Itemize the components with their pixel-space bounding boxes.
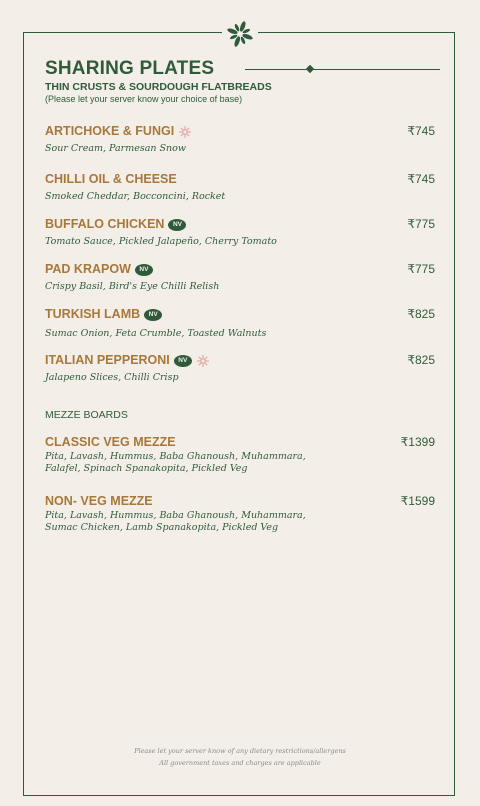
item-price: ₹825	[407, 353, 435, 367]
item-price: ₹775	[407, 217, 435, 231]
nv-badge: NV	[135, 264, 153, 276]
menu-item	[45, 353, 440, 384]
menu-item	[45, 124, 440, 155]
menu-item	[45, 494, 440, 534]
item-description: Pita, Lavash, Hummus, Baba Ghanoush, Muhammara, Sumac Chicken, Lamb Spanakopita, Pickled Veg	[45, 510, 306, 533]
footer-allergen-note: Please let your server know of any dietary restrictions/allergens	[134, 747, 346, 755]
section-title-mezze: MEZZE BOARDS	[45, 409, 128, 421]
item-name: ITALIAN PEPPERONI	[45, 353, 170, 367]
item-description: Sour Cream, Parmesan Snow	[45, 143, 187, 154]
item-description: Crispy Basil, Bird's Eye Chilli Relish	[45, 281, 220, 292]
menu-item	[45, 307, 440, 340]
item-price: ₹745	[407, 172, 435, 186]
item-name: CLASSIC VEG MEZZE	[45, 435, 176, 449]
nv-badge: NV	[168, 219, 186, 231]
veg-flower-icon	[196, 354, 210, 368]
nv-badge: NV	[174, 355, 192, 367]
item-price: ₹825	[407, 307, 435, 321]
menu-item	[45, 262, 440, 293]
item-name: ARTICHOKE & FUNGI	[45, 124, 175, 138]
item-name: CHILLI OIL & CHEESE	[45, 172, 177, 186]
menu-item	[45, 217, 440, 248]
page-title: SHARING PLATES	[45, 58, 215, 79]
menu-item	[45, 172, 440, 203]
item-price: ₹745	[407, 124, 435, 138]
item-price: ₹1399	[400, 435, 435, 449]
item-name: PAD KRAPOW	[45, 262, 131, 276]
title-divider	[245, 69, 440, 70]
item-price: ₹775	[407, 262, 435, 276]
footer-tax-note: All government taxes and charges are applicable	[159, 759, 321, 767]
item-description: Pita, Lavash, Hummus, Baba Ghanoush, Muhammara, Falafel, Spinach Spanakopita, Pickled Veg	[45, 451, 306, 474]
item-name: NON- VEG MEZZE	[45, 494, 153, 508]
base-note: (Please let your server know your choice of base)	[45, 94, 243, 104]
nv-badge: NV	[144, 309, 162, 321]
item-price: ₹1599	[400, 494, 435, 508]
item-name: TURKISH LAMB	[45, 307, 141, 321]
section-subtitle: THIN CRUSTS & SOURDOUGH FLATBREADS	[45, 81, 272, 93]
item-description: Sumac Onion, Feta Crumble, Toasted Walnuts	[45, 328, 267, 339]
logo	[222, 18, 258, 50]
item-description: Jalapeno Slices, Chilli Crisp	[45, 372, 179, 383]
item-name: BUFFALO CHICKEN	[45, 217, 165, 231]
item-description: Tomato Sauce, Pickled Jalapeño, Cherry Tomato	[45, 236, 277, 247]
menu-item	[45, 435, 440, 475]
item-description: Smoked Cheddar, Bocconcini, Rocket	[45, 191, 226, 202]
veg-flower-icon	[178, 125, 192, 139]
leaf-logo-icon	[226, 20, 254, 48]
